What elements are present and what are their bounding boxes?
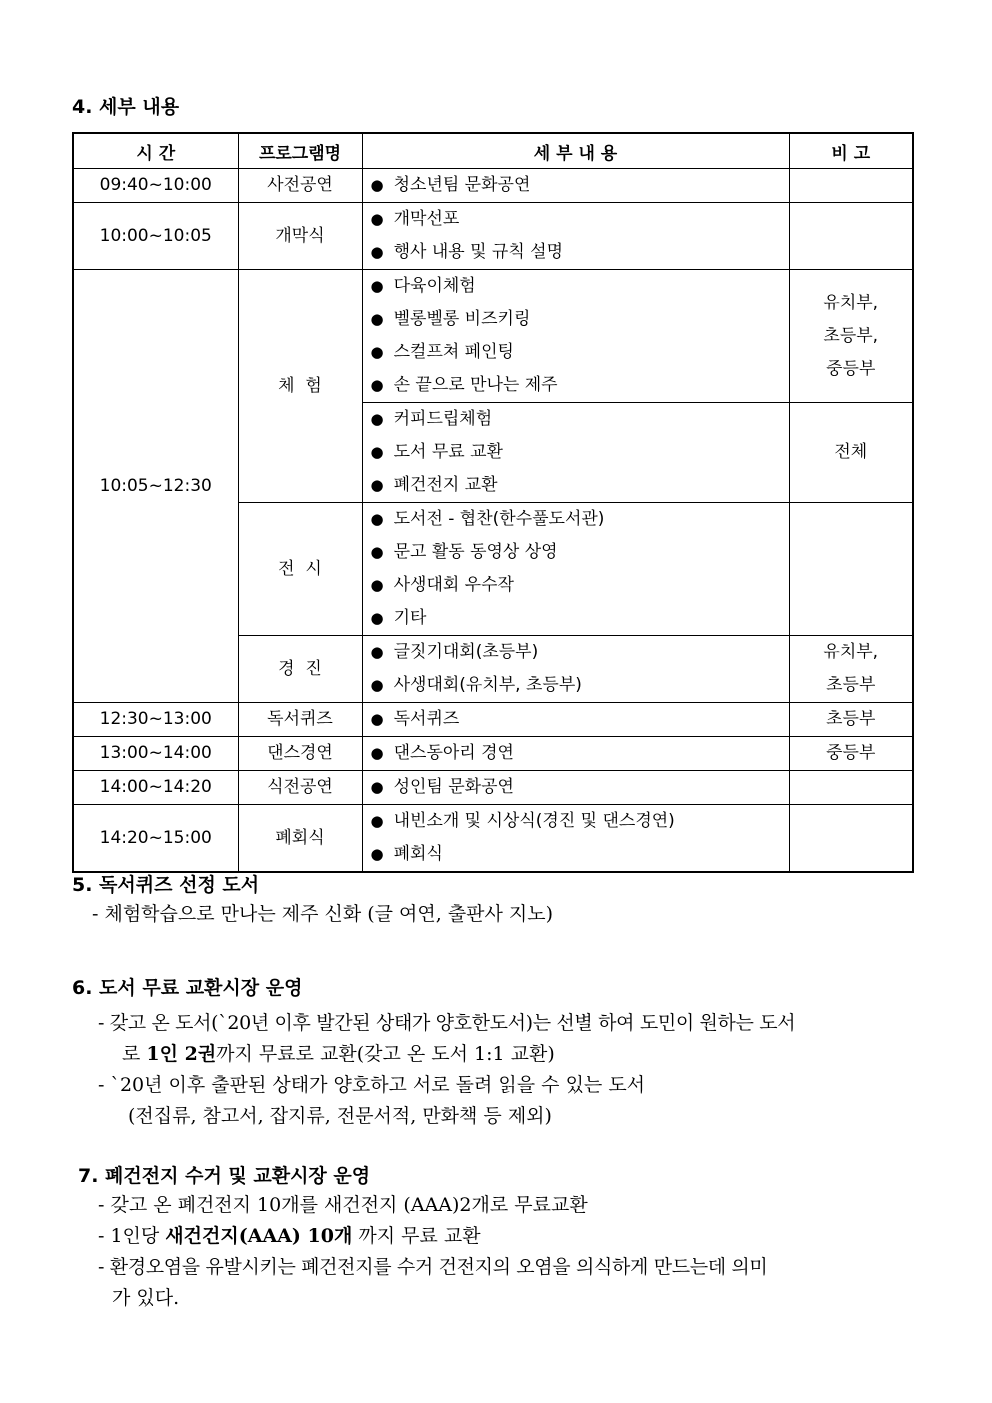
note-cell: [789, 805, 913, 873]
list-item: ● 내빈소개 및 시상식(경진 및 댄스경연): [371, 805, 781, 838]
details-cell: [362, 403, 789, 503]
list-item: ● 글짓기대회(초등부): [371, 636, 781, 669]
note-cell: [789, 169, 913, 203]
list-item: ● 손 끝으로 만나는 제주: [371, 369, 781, 402]
table-row: [73, 703, 913, 737]
section-6-line: - 갖고 온 도서(`20년 이후 발간된 상태가 양호한도서)는 선별 하여 도민이 원하는 도서: [98, 1012, 796, 1034]
time-cell: 13:00~14:00: [73, 737, 238, 771]
list-item: ● 도서전 - 협찬(한수풀도서관): [371, 503, 781, 536]
section-7-line: - 갖고 온 폐건전지 10개를 새건전지 (AAA)2개로 무료교환: [98, 1194, 588, 1216]
table-row: [73, 169, 913, 203]
program-cell: 전 시: [238, 503, 362, 636]
table-row: [73, 203, 913, 270]
list-item: ● 개막선포: [371, 203, 781, 236]
list-item: ● 사생대회(유치부, 초등부): [371, 669, 781, 702]
time-cell: 10:00~10:05: [73, 203, 238, 270]
time-cell: 14:20~15:00: [73, 805, 238, 873]
note-cell: [789, 771, 913, 805]
header-details: 세 부 내 용: [362, 133, 789, 169]
details-cell: [362, 636, 789, 703]
text-run: - 1인당: [98, 1225, 166, 1247]
text-run: 로: [122, 1043, 147, 1065]
list-item: ● 다육이체험: [371, 270, 781, 303]
time-cell: 14:00~14:20: [73, 771, 238, 805]
section-7-line: 가 있다.: [112, 1287, 180, 1309]
list-item: ● 성인팀 문화공연: [371, 771, 781, 804]
details-cell: [362, 270, 789, 403]
note-line: 유치부,: [823, 642, 879, 662]
details-cell: [362, 703, 789, 737]
section-5-body: [92, 899, 922, 930]
header-time: 시 간: [73, 133, 238, 169]
section-4-title: 4. 세부 내용: [72, 96, 180, 118]
table-header-row: [73, 133, 913, 169]
program-cell: 독서퀴즈: [238, 703, 362, 737]
header-program: 프로그램명: [238, 133, 362, 169]
list-item: ● 도서 무료 교환: [371, 436, 781, 469]
list-item: ● 폐회식: [371, 838, 781, 871]
note-cell: [789, 503, 913, 636]
program-cell: 식전공연: [238, 771, 362, 805]
schedule-table: [72, 132, 914, 873]
section-7-line: [98, 1221, 926, 1252]
list-item: ● 벨롱벨롱 비즈키링: [371, 303, 781, 336]
details-cell: [362, 771, 789, 805]
note-cell: 초등부: [789, 703, 913, 737]
header-note: 비 고: [789, 133, 913, 169]
section-5-title: 5. 독서퀴즈 선정 도서: [72, 874, 260, 896]
note-cell: [789, 636, 913, 703]
program-cell: 사전공연: [238, 169, 362, 203]
time-cell: 12:30~13:00: [73, 703, 238, 737]
list-item: ● 청소년팀 문화공연: [371, 169, 781, 202]
list-item: ● 사생대회 우수작: [371, 569, 781, 602]
section-5-line: - 체험학습으로 만나는 제주 신화 (글 여연, 출판사 지노): [92, 903, 554, 925]
note-line: 초등부: [826, 675, 876, 695]
note-line: 유치부,: [823, 292, 879, 313]
table-row: [73, 270, 913, 403]
details-cell: [362, 737, 789, 771]
program-cell: 경 진: [238, 636, 362, 703]
note-cell: 중등부: [789, 737, 913, 771]
section-6-line: - `20년 이후 출판된 상태가 양호하고 서로 돌려 읽을 수 있는 도서: [98, 1074, 646, 1096]
note-cell: 전체: [789, 403, 913, 503]
list-item: ● 폐건전지 교환: [371, 469, 781, 502]
section-7-line: - 환경오염을 유발시키는 폐건전지를 수거 건전지의 오염을 의식하게 만드는데 의미: [98, 1256, 768, 1278]
note-line: 초등부,: [823, 325, 879, 346]
time-cell: 09:40~10:00: [73, 169, 238, 203]
text-run: 까지 무료로 교환(갖고 온 도서 1:1 교환): [216, 1043, 555, 1065]
table-row: [73, 771, 913, 805]
program-cell: 체 험: [238, 270, 362, 503]
list-item: ● 댄스동아리 경연: [371, 737, 781, 770]
details-cell: [362, 503, 789, 636]
program-cell: 댄스경연: [238, 737, 362, 771]
section-7-body: [98, 1190, 926, 1314]
table-row: [73, 737, 913, 771]
section-6-line: [98, 1039, 926, 1070]
program-cell: 개막식: [238, 203, 362, 270]
list-item: ● 커피드립체험: [371, 403, 781, 436]
details-cell: [362, 169, 789, 203]
section-6-body: [98, 1008, 926, 1132]
note-cell: [789, 203, 913, 270]
details-cell: [362, 805, 789, 873]
list-item: ● 행사 내용 및 규칙 설명: [371, 236, 781, 269]
section-6-title: 6. 도서 무료 교환시장 운영: [72, 977, 303, 999]
text-run-bold: 새건건지(AAA) 10개: [165, 1225, 353, 1247]
list-item: ● 독서퀴즈: [371, 703, 781, 736]
list-item: ● 기타: [371, 602, 781, 635]
list-item: ● 문고 활동 동영상 상영: [371, 536, 781, 569]
text-run-bold: 1인 2권: [146, 1043, 217, 1065]
time-cell: 10:05~12:30: [73, 270, 238, 703]
text-run: 까지 무료 교환: [352, 1225, 481, 1247]
section-7-title: 7. 폐건전지 수거 및 교환시장 운영: [78, 1165, 371, 1187]
program-cell: 폐회식: [238, 805, 362, 873]
note-line: 중등부: [826, 358, 876, 379]
table-row: [73, 805, 913, 873]
list-item: ● 스컬프쳐 페인팅: [371, 336, 781, 369]
details-cell: [362, 203, 789, 270]
section-6-line: (전집류, 참고서, 잡지류, 전문서적, 만화책 등 제외): [128, 1105, 552, 1127]
note-cell: [789, 270, 913, 403]
